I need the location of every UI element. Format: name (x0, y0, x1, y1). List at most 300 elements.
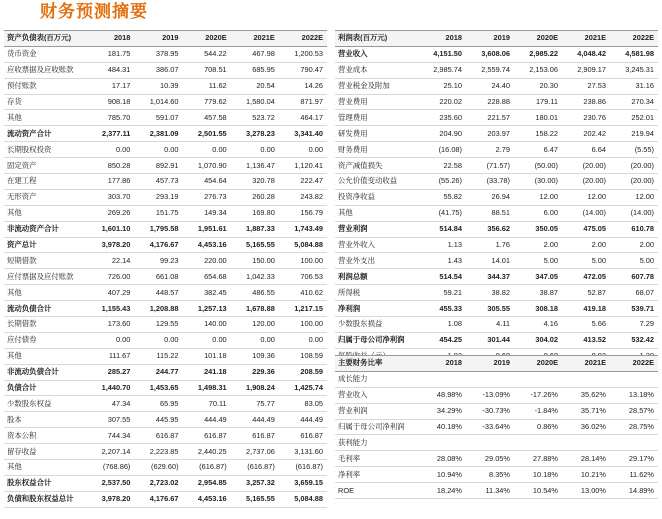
row-label: 在建工程 (4, 174, 86, 190)
row-label: 所得税 (335, 285, 418, 301)
value-cell: 179.11 (514, 94, 562, 110)
value-cell: (33.78) (466, 174, 514, 190)
value-cell: (20.00) (610, 174, 658, 190)
header-year-cell: 2020E (514, 356, 562, 372)
value-cell: 744.34 (86, 428, 134, 444)
value-cell: 12.00 (514, 189, 562, 205)
value-cell: 5.00 (514, 253, 562, 269)
row-label: 归属于母公司净利润 (335, 419, 418, 435)
table-row (4, 364, 327, 380)
value-cell: 10.18% (514, 467, 562, 483)
row-label: 净利润 (335, 301, 418, 317)
table-row (4, 158, 327, 174)
value-cell: 40.18% (418, 419, 466, 435)
value-cell: 386.07 (134, 62, 182, 78)
value-cell: (71.57) (466, 158, 514, 174)
row-label: 其他 (335, 205, 418, 221)
value-cell: 27.53 (562, 78, 610, 94)
value-cell: 235.60 (418, 110, 466, 126)
value-cell (418, 435, 466, 451)
value-cell: 1,208.88 (134, 301, 182, 317)
row-label: 其他 (4, 285, 86, 301)
value-cell: 0.00 (279, 142, 327, 158)
value-cell: 25.10 (418, 78, 466, 94)
value-cell: (14.00) (562, 205, 610, 221)
table-row (335, 110, 658, 126)
table-header-row (335, 31, 658, 47)
value-cell: 523.72 (231, 110, 279, 126)
value-cell (514, 435, 562, 451)
value-cell: 108.59 (279, 348, 327, 364)
value-cell: 101.18 (183, 348, 231, 364)
value-cell: 270.34 (610, 94, 658, 110)
value-cell: 13.00% (562, 483, 610, 499)
value-cell: 36.02% (562, 419, 610, 435)
row-label: 非流动资产合计 (4, 221, 86, 237)
header-label-cell: 利润表(百万元) (335, 31, 418, 47)
table-row (4, 221, 327, 237)
row-label: 负债合计 (4, 380, 86, 396)
table-row (335, 94, 658, 110)
value-cell: 464.17 (279, 110, 327, 126)
row-label: 货币资金 (4, 46, 86, 62)
value-cell: 4,453.16 (183, 491, 231, 507)
row-label: 资本公积 (4, 428, 86, 444)
row-label: 公允价值变动收益 (335, 174, 418, 190)
value-cell: 2.00 (514, 237, 562, 253)
value-cell: 7.29 (610, 317, 658, 333)
row-label: 短期借款 (4, 253, 86, 269)
value-cell: 35.62% (562, 387, 610, 403)
value-cell: 52.87 (562, 285, 610, 301)
value-cell: 544.22 (183, 46, 231, 62)
value-cell: 301.44 (466, 332, 514, 348)
table-row (335, 237, 658, 253)
value-cell: 31.16 (610, 78, 658, 94)
row-label: 存货 (4, 94, 86, 110)
row-label: 归属于母公司净利润 (335, 332, 418, 348)
value-cell: 3,257.32 (231, 475, 279, 491)
value-cell: 29.05% (466, 451, 514, 467)
value-cell: 220.02 (418, 94, 466, 110)
value-cell: (629.60) (134, 460, 182, 476)
table-row (335, 62, 658, 78)
value-cell: 2,381.09 (134, 126, 182, 142)
value-cell: 304.02 (514, 332, 562, 348)
table-row (4, 428, 327, 444)
value-cell: 12.00 (610, 189, 658, 205)
table-header-row (4, 31, 327, 47)
value-cell: 444.49 (279, 412, 327, 428)
value-cell: 28.08% (418, 451, 466, 467)
row-label: 股东权益合计 (4, 475, 86, 491)
header-year-cell: 2019 (466, 31, 514, 47)
value-cell: 514.54 (418, 269, 466, 285)
value-cell: 1,070.90 (183, 158, 231, 174)
value-cell: 2,985.22 (514, 46, 562, 62)
header-year-cell: 2020E (183, 31, 231, 47)
table-row (335, 371, 658, 387)
value-cell: 1,440.70 (86, 380, 134, 396)
value-cell: 607.78 (610, 269, 658, 285)
value-cell: 0.00 (183, 142, 231, 158)
value-cell: 2,537.50 (86, 475, 134, 491)
table-row (4, 269, 327, 285)
table-row (335, 387, 658, 403)
value-cell: 13.18% (610, 387, 658, 403)
header-year-cell: 2019 (134, 31, 182, 47)
value-cell: 4,453.16 (183, 237, 231, 253)
value-cell: 378.95 (134, 46, 182, 62)
value-cell: 514.84 (418, 221, 466, 237)
table-row (4, 174, 327, 190)
table-row (335, 451, 658, 467)
value-cell: -13.09% (466, 387, 514, 403)
row-label: 营业利润 (335, 403, 418, 419)
value-cell: 2,223.85 (134, 444, 182, 460)
value-cell: 3,978.20 (86, 491, 134, 507)
value-cell: 1,042.33 (231, 269, 279, 285)
value-cell: (55.26) (418, 174, 466, 190)
value-cell: 467.98 (231, 46, 279, 62)
value-cell: 228.88 (466, 94, 514, 110)
value-cell (562, 371, 610, 387)
value-cell: 75.77 (231, 396, 279, 412)
value-cell: (768.86) (86, 460, 134, 476)
value-cell: (20.00) (562, 174, 610, 190)
row-label: 股本 (4, 412, 86, 428)
value-cell (466, 371, 514, 387)
table-row (335, 174, 658, 190)
value-cell: 100.00 (279, 253, 327, 269)
value-cell: 356.62 (466, 221, 514, 237)
value-cell: 2,559.74 (466, 62, 514, 78)
value-cell: 6.47 (514, 142, 562, 158)
value-cell: 244.77 (134, 364, 182, 380)
value-cell: (616.87) (231, 460, 279, 476)
value-cell: 48.98% (418, 387, 466, 403)
header-year-cell: 2018 (418, 356, 466, 372)
value-cell: 5,084.88 (279, 237, 327, 253)
value-cell: 2.00 (610, 237, 658, 253)
value-cell: 1,453.65 (134, 380, 182, 396)
row-label: 成长能力 (335, 371, 418, 387)
table-header-row (335, 356, 658, 372)
table-row (4, 205, 327, 221)
value-cell: 4,151.50 (418, 46, 466, 62)
value-cell: 1,678.88 (231, 301, 279, 317)
header-year-cell: 2018 (86, 31, 134, 47)
value-cell: (20.00) (610, 158, 658, 174)
value-cell: 2,153.06 (514, 62, 562, 78)
value-cell: 445.95 (134, 412, 182, 428)
value-cell: 1,120.41 (279, 158, 327, 174)
value-cell: 1,743.49 (279, 221, 327, 237)
value-cell: 10.39 (134, 78, 182, 94)
value-cell: 115.22 (134, 348, 182, 364)
value-cell: 10.21% (562, 467, 610, 483)
value-cell: 59.21 (418, 285, 466, 301)
value-cell: 38.87 (514, 285, 562, 301)
value-cell: 4,581.98 (610, 46, 658, 62)
value-cell: 382.45 (183, 285, 231, 301)
value-cell: 1.76 (466, 237, 514, 253)
value-cell: 475.05 (562, 221, 610, 237)
row-label: 流动资产合计 (4, 126, 86, 142)
value-cell: 1,257.13 (183, 301, 231, 317)
row-label: 其他 (4, 348, 86, 364)
table-row (4, 301, 327, 317)
value-cell: (5.55) (610, 142, 658, 158)
row-label: 资产减值损失 (335, 158, 418, 174)
row-label: 无形资产 (4, 189, 86, 205)
row-label: 利润总额 (335, 269, 418, 285)
value-cell: 5.00 (562, 253, 610, 269)
value-cell: 6.00 (514, 205, 562, 221)
value-cell: 3,608.06 (466, 46, 514, 62)
value-cell: 685.95 (231, 62, 279, 78)
value-cell: 11.62% (610, 467, 658, 483)
value-cell: 14.01 (466, 253, 514, 269)
table-row (335, 301, 658, 317)
value-cell: 28.75% (610, 419, 658, 435)
value-cell: 1,425.74 (279, 380, 327, 396)
value-cell: 616.87 (134, 428, 182, 444)
value-cell: 20.30 (514, 78, 562, 94)
value-cell: -17.26% (514, 387, 562, 403)
row-label: 留存收益 (4, 444, 86, 460)
value-cell (418, 371, 466, 387)
table-row (4, 253, 327, 269)
value-cell: 2,737.06 (231, 444, 279, 460)
value-cell: 654.68 (183, 269, 231, 285)
value-cell: 70.11 (183, 396, 231, 412)
value-cell: 5.00 (610, 253, 658, 269)
header-year-cell: 2020E (514, 31, 562, 47)
value-cell: 532.42 (610, 332, 658, 348)
page-title: 财务预测摘要 (40, 2, 148, 21)
value-cell: (616.87) (183, 460, 231, 476)
table-row (335, 78, 658, 94)
table-row (4, 78, 327, 94)
header-year-cell: 2018 (418, 31, 466, 47)
table-row (4, 332, 327, 348)
value-cell: 219.94 (610, 126, 658, 142)
value-cell: 10.54% (514, 483, 562, 499)
value-cell: 1,200.53 (279, 46, 327, 62)
value-cell: 457.58 (183, 110, 231, 126)
value-cell: 88.51 (466, 205, 514, 221)
table-row (335, 221, 658, 237)
value-cell: 726.00 (86, 269, 134, 285)
table-row (4, 380, 327, 396)
value-cell: 871.97 (279, 94, 327, 110)
value-cell: 14.26 (279, 78, 327, 94)
row-label: 财务费用 (335, 142, 418, 158)
table-row (4, 475, 327, 491)
value-cell: 0.00 (134, 332, 182, 348)
value-cell (466, 435, 514, 451)
value-cell: 448.57 (134, 285, 182, 301)
value-cell: 17.17 (86, 78, 134, 94)
value-cell: 238.86 (562, 94, 610, 110)
value-cell: 320.78 (231, 174, 279, 190)
table-row (335, 126, 658, 142)
row-label: 其他 (4, 110, 86, 126)
header-year-cell: 2021E (562, 356, 610, 372)
value-cell: 0.00 (279, 332, 327, 348)
table-row (4, 444, 327, 460)
value-cell: 344.37 (466, 269, 514, 285)
value-cell: 11.62 (183, 78, 231, 94)
value-cell: 260.28 (231, 189, 279, 205)
value-cell: 407.29 (86, 285, 134, 301)
value-cell: 0.00 (134, 142, 182, 158)
row-label: 长期股权投资 (4, 142, 86, 158)
table-row (335, 142, 658, 158)
value-cell: 305.55 (466, 301, 514, 317)
value-cell: 785.70 (86, 110, 134, 126)
value-cell: 457.73 (134, 174, 182, 190)
value-cell: 2,954.85 (183, 475, 231, 491)
value-cell: 892.91 (134, 158, 182, 174)
table-row (4, 46, 327, 62)
header-year-cell: 2022E (279, 31, 327, 47)
value-cell: 616.87 (183, 428, 231, 444)
row-label: 研发费用 (335, 126, 418, 142)
value-cell: 539.71 (610, 301, 658, 317)
value-cell: 177.86 (86, 174, 134, 190)
value-cell: 472.05 (562, 269, 610, 285)
value-cell: 181.75 (86, 46, 134, 62)
value-cell: 14.89% (610, 483, 658, 499)
header-label-cell: 资产负债表(百万元) (4, 31, 86, 47)
header-label-cell: 主要财务比率 (335, 356, 418, 372)
header-year-cell: 2019 (466, 356, 514, 372)
value-cell: 1,887.33 (231, 221, 279, 237)
value-cell: 12.00 (562, 189, 610, 205)
value-cell: 5,084.88 (279, 491, 327, 507)
value-cell: 616.87 (231, 428, 279, 444)
value-cell: 413.52 (562, 332, 610, 348)
value-cell: 83.05 (279, 396, 327, 412)
value-cell: 109.36 (231, 348, 279, 364)
value-cell: (20.00) (562, 158, 610, 174)
income-statement-table (335, 30, 658, 365)
row-label: 非流动负债合计 (4, 364, 86, 380)
value-cell: 140.00 (183, 317, 231, 333)
value-cell: -33.64% (466, 419, 514, 435)
value-cell: 1,580.04 (231, 94, 279, 110)
value-cell: 65.95 (134, 396, 182, 412)
value-cell: 8.35% (466, 467, 514, 483)
value-cell: 243.82 (279, 189, 327, 205)
row-label: 获利能力 (335, 435, 418, 451)
value-cell: 169.80 (231, 205, 279, 221)
table-row (335, 317, 658, 333)
value-cell: 204.90 (418, 126, 466, 142)
value-cell: 4.11 (466, 317, 514, 333)
table-row (4, 62, 327, 78)
table-row (4, 412, 327, 428)
value-cell: 790.47 (279, 62, 327, 78)
table-row (4, 189, 327, 205)
table-row (4, 126, 327, 142)
value-cell: 156.79 (279, 205, 327, 221)
header-year-cell: 2021E (562, 31, 610, 47)
table-row (335, 189, 658, 205)
value-cell: 454.25 (418, 332, 466, 348)
table-row (4, 142, 327, 158)
table-row (4, 460, 327, 476)
value-cell: 2.00 (562, 237, 610, 253)
header-year-cell: 2022E (610, 31, 658, 47)
value-cell: (616.87) (279, 460, 327, 476)
value-cell: 222.47 (279, 174, 327, 190)
value-cell: 34.29% (418, 403, 466, 419)
table-row (4, 94, 327, 110)
value-cell: 276.73 (183, 189, 231, 205)
value-cell: 303.70 (86, 189, 134, 205)
value-cell: 444.49 (231, 412, 279, 428)
value-cell: 5,165.55 (231, 491, 279, 507)
value-cell: 3,978.20 (86, 237, 134, 253)
table-row (4, 317, 327, 333)
value-cell: 0.00 (231, 142, 279, 158)
row-label: 应付票据及应付账款 (4, 269, 86, 285)
value-cell: 38.82 (466, 285, 514, 301)
value-cell: 68.07 (610, 285, 658, 301)
value-cell: 111.67 (86, 348, 134, 364)
header-year-cell: 2022E (610, 356, 658, 372)
value-cell: 220.00 (183, 253, 231, 269)
value-cell: 454.64 (183, 174, 231, 190)
value-cell: 4,176.67 (134, 491, 182, 507)
value-cell: 455.33 (418, 301, 466, 317)
value-cell: 1,217.15 (279, 301, 327, 317)
value-cell: 616.87 (279, 428, 327, 444)
value-cell: 1,908.24 (231, 380, 279, 396)
row-label: 流动负债合计 (4, 301, 86, 317)
value-cell: 5.66 (562, 317, 610, 333)
table-row (4, 491, 327, 507)
row-label: 毛利率 (335, 451, 418, 467)
value-cell: 1.13 (418, 237, 466, 253)
value-cell: 4.16 (514, 317, 562, 333)
value-cell: 350.05 (514, 221, 562, 237)
value-cell: 1,951.61 (183, 221, 231, 237)
row-label: 投资净收益 (335, 189, 418, 205)
value-cell: 2.79 (466, 142, 514, 158)
value-cell: 5,165.55 (231, 237, 279, 253)
row-label: 营业外收入 (335, 237, 418, 253)
value-cell: 0.00 (231, 332, 279, 348)
value-cell: 1,136.47 (231, 158, 279, 174)
value-cell: (50.00) (514, 158, 562, 174)
table-row (335, 435, 658, 451)
value-cell: 2,377.11 (86, 126, 134, 142)
value-cell: 150.00 (231, 253, 279, 269)
value-cell: 1,795.58 (134, 221, 182, 237)
value-cell: 307.55 (86, 412, 134, 428)
value-cell: 26.94 (466, 189, 514, 205)
value-cell: 419.18 (562, 301, 610, 317)
value-cell: 4,176.67 (134, 237, 182, 253)
table-row (335, 403, 658, 419)
row-label: 营业收入 (335, 387, 418, 403)
value-cell: 285.27 (86, 364, 134, 380)
value-cell: 0.86% (514, 419, 562, 435)
